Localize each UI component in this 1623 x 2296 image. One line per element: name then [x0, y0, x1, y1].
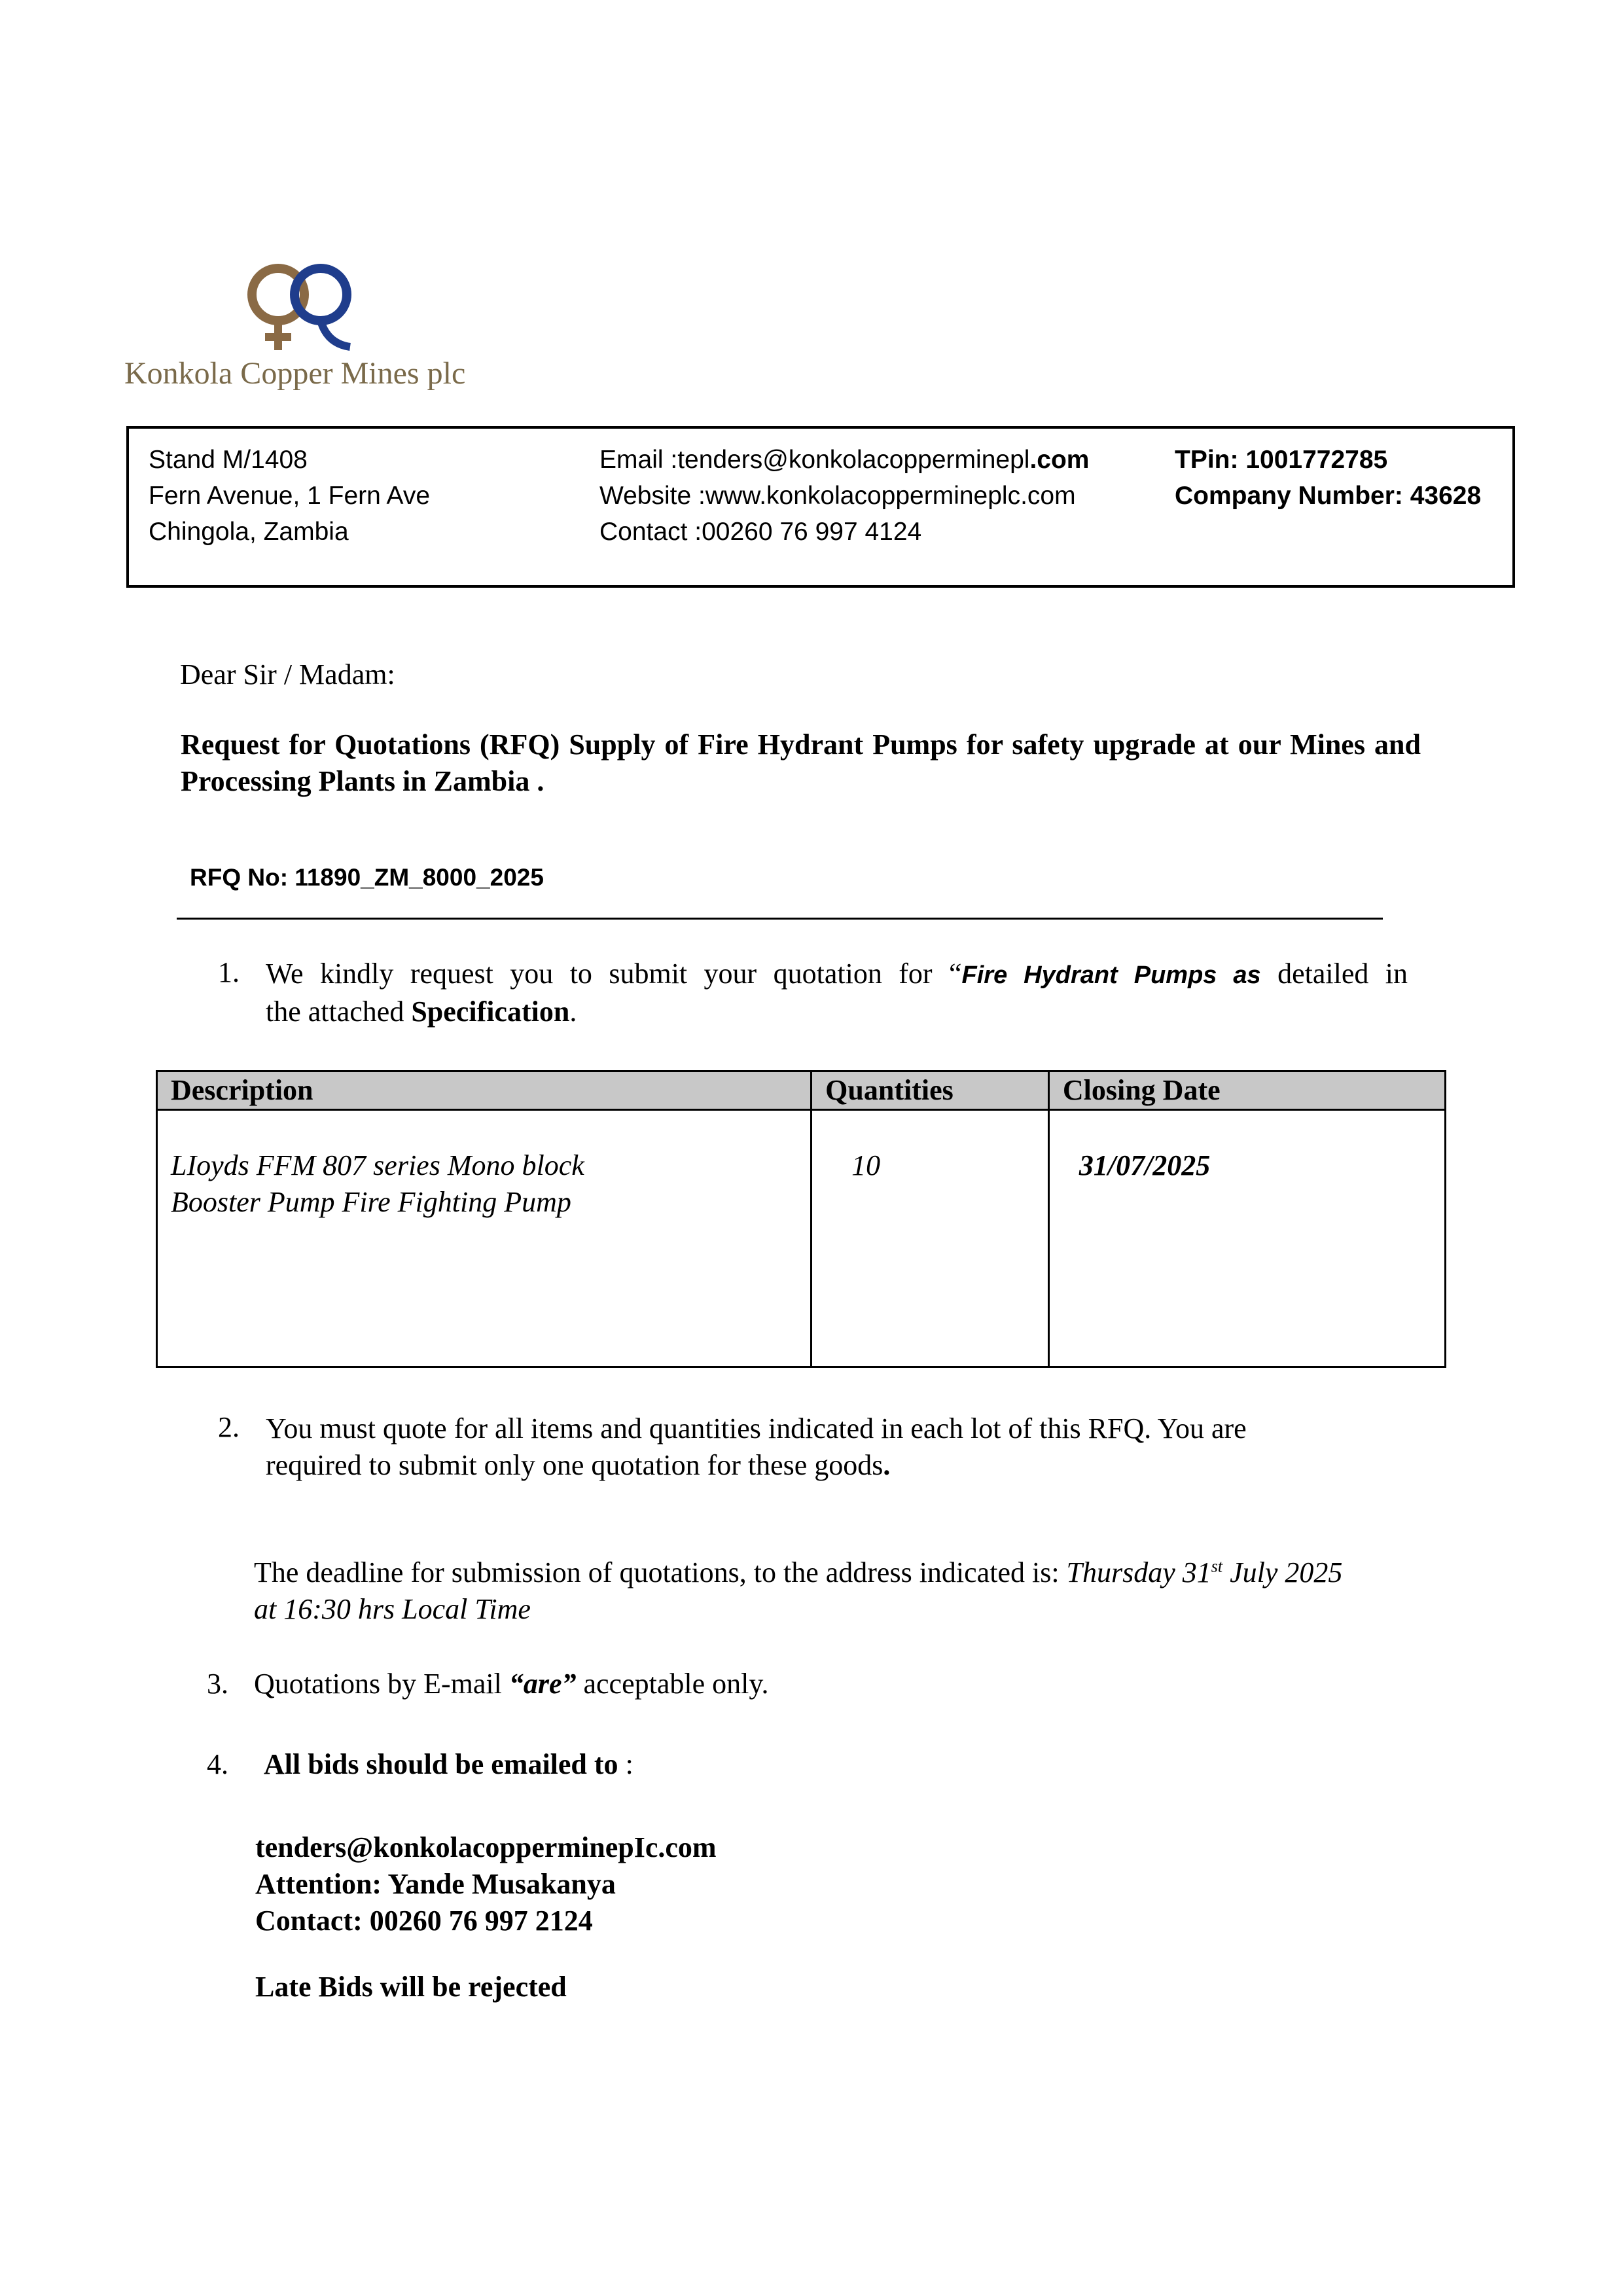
- contact-line: [599, 514, 1089, 550]
- address-line-3: Chingola, Zambia: [149, 518, 349, 546]
- item-4-number: 4.: [207, 1748, 228, 1780]
- item-1-prefix: We kindly request you to submit your quotation for “: [266, 958, 962, 990]
- cell-quantity: 10: [812, 1110, 1049, 1367]
- item-1-specification: Specification: [411, 996, 570, 1028]
- address-line-1: Stand M/1408: [149, 446, 308, 474]
- deadline-day-suffix: st: [1211, 1556, 1223, 1576]
- website-value: www.konkolacoppermineplc.com: [705, 482, 1076, 510]
- deadline-time: at 16:30 hrs Local Time: [254, 1593, 531, 1625]
- deadline-line-1: [254, 1554, 1471, 1591]
- item-1-highlight: Fire Hydrant Pumps as: [961, 961, 1261, 989]
- address-line-2: Fern Avenue, 1 Fern Ave: [149, 482, 431, 510]
- item-1-middle: detailed in: [1260, 958, 1408, 990]
- item-3-emphasis: “are”: [508, 1668, 577, 1700]
- contact-value: 00260 76 997 4124: [702, 518, 922, 546]
- item-2-line-1: You must quote for all items and quantities indicated in each lot of this RFQ. You are: [266, 1412, 1247, 1444]
- deadline-month-year: July 2025: [1222, 1556, 1343, 1588]
- website-line: [599, 478, 1089, 514]
- rfq-number: RFQ No: 11890_ZM_8000_2025: [190, 864, 544, 891]
- item-3-text: [254, 1667, 769, 1700]
- email-label: Email :: [599, 446, 678, 474]
- tpin: TPin: 1001772785: [1175, 446, 1388, 474]
- website-label: Website :: [599, 482, 705, 510]
- col-header-quantities: Quantities: [812, 1071, 1049, 1110]
- submission-email: tenders@konkolacopperminepIc.com: [255, 1831, 717, 1863]
- description-line-1: LIoyds FFM 807 series Mono block: [171, 1149, 584, 1181]
- item-1-line-1: [266, 956, 1408, 994]
- col-header-description: Description: [157, 1071, 812, 1110]
- contact-label: Contact :: [599, 518, 702, 546]
- divider: [177, 918, 1383, 920]
- submission-contact: Contact: 00260 76 997 2124: [255, 1905, 593, 1937]
- deadline-date: [1067, 1556, 1343, 1588]
- table-row: [157, 1110, 1446, 1367]
- item-1-line-2-prefix: the attached: [266, 996, 412, 1028]
- company-ids: [1175, 442, 1481, 514]
- kcm-logo-mark-icon: [242, 259, 373, 363]
- table-header-row: [157, 1071, 1446, 1110]
- item-1-text: [266, 956, 1408, 1030]
- deadline-line-2: [254, 1591, 1471, 1628]
- item-2-line-2-end: .: [883, 1449, 891, 1481]
- rfq-items-table: [156, 1070, 1446, 1368]
- item-2-line-2-text: required to submit only one quotation for these goods: [266, 1449, 883, 1481]
- deadline-prefix: The deadline for submission of quotations, to the address indicated is:: [254, 1556, 1067, 1588]
- company-logo-text: Konkola Copper Mines plc: [124, 356, 466, 391]
- deadline-text: [254, 1554, 1471, 1628]
- deadline-day: Thursday 31: [1066, 1556, 1211, 1588]
- address-block: [149, 442, 430, 550]
- cell-closing-date: 31/07/2025: [1048, 1110, 1445, 1367]
- item-4-text: [264, 1748, 633, 1781]
- cell-description: [157, 1110, 812, 1367]
- col-header-closing-date: Closing Date: [1048, 1071, 1445, 1110]
- salutation: Dear Sir / Madam:: [180, 658, 395, 691]
- item-3-suffix: acceptable only.: [576, 1668, 769, 1700]
- late-bids-notice: Late Bids will be rejected: [255, 1971, 567, 2003]
- email-line: [599, 442, 1089, 478]
- item-1-line-2: [266, 994, 1408, 1030]
- email-suffix: .com: [1029, 446, 1090, 474]
- item-4-suffix: :: [618, 1748, 633, 1780]
- item-2-text: [266, 1410, 1408, 1484]
- item-4-bold: All bids should be emailed to: [264, 1748, 618, 1780]
- email-value: tenders@konkolacopperminepl: [677, 446, 1030, 474]
- item-3-number: 3.: [207, 1668, 228, 1700]
- rfq-title: Request for Quotations (RFQ) Supply of Fire Hydrant Pumps for safety upgrade at our Mines and Processing Plants in Zambia .: [181, 728, 1421, 797]
- company-logo: [124, 259, 491, 409]
- item-3-prefix: Quotations by E-mail: [254, 1668, 509, 1700]
- item-1-number: 1.: [218, 956, 240, 988]
- submission-contact-block: [255, 1829, 717, 1939]
- item-2-line-2: [266, 1447, 1408, 1484]
- item-2-number: 2.: [218, 1411, 240, 1443]
- contact-details: [599, 442, 1089, 550]
- submission-attention: Attention: Yande Musakanya: [255, 1868, 616, 1900]
- description-line-2: Booster Pump Fire Fighting Pump: [171, 1186, 571, 1218]
- item-1-line-2-suffix: .: [569, 996, 577, 1028]
- company-number: Company Number: 43628: [1175, 482, 1482, 510]
- letterhead-box: [126, 426, 1515, 588]
